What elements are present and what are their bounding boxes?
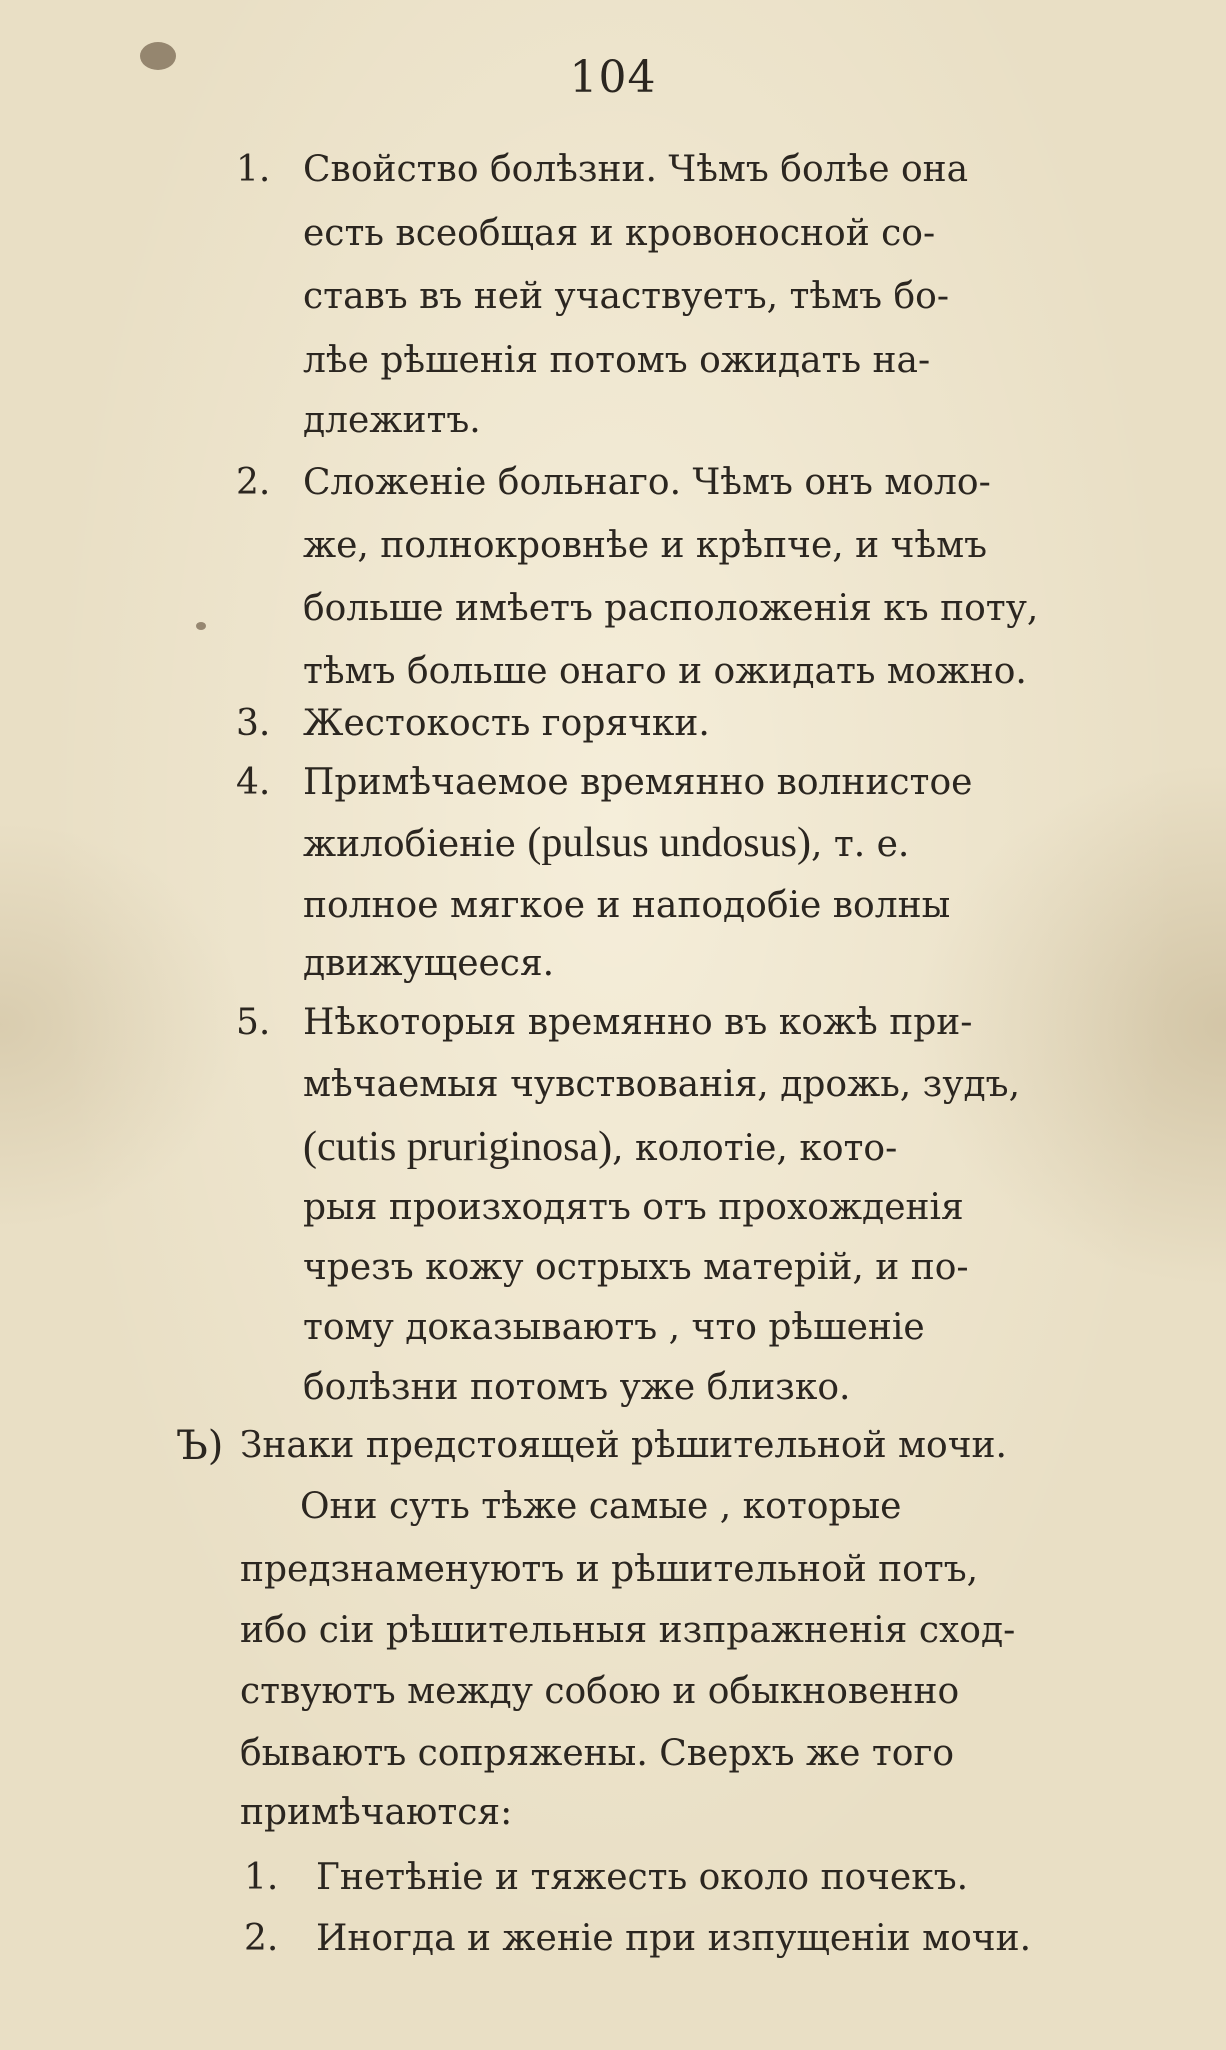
page-number: 104 (569, 52, 657, 103)
item-line: же, полнокровнѣе и крѣпче, и чѣмъ (303, 525, 987, 566)
item-line: есть всеобщая и кровоносной со- (303, 213, 936, 254)
section-marker: Ъ) (176, 1423, 224, 1469)
item-marker: 1. (236, 149, 271, 190)
section-heading: Знаки предстоящей рѣшительной мочи. (240, 1425, 1007, 1466)
section-line: примѣчаются: (240, 1792, 513, 1833)
item-line: лѣе рѣшенія потомъ ожидать на- (303, 340, 931, 381)
item-line: движущееся. (303, 943, 555, 984)
section-line: предзнаменуютъ и рѣшительной потъ, (240, 1549, 979, 1590)
item-line: Примѣчаемое времянно волнистое (303, 762, 973, 803)
item-line: больше имѣетъ расположенія къ поту, (303, 588, 1039, 629)
item-line: рыя произходятъ отъ прохожденія (303, 1187, 964, 1228)
latin-term: (cutis pruriginosa) (303, 1124, 613, 1170)
section-line: ибо сіи рѣшительныя изпражненія сход- (240, 1610, 1016, 1651)
subitem-marker: 1. (244, 1857, 279, 1898)
item-line: Сложеніе больнаго. Чѣмъ онъ моло- (303, 462, 991, 503)
item-line: болѣзни потомъ уже близко. (303, 1367, 851, 1408)
item-line: Свойство болѣзни. Чѣмъ болѣе она (303, 149, 969, 190)
section-line: бываютъ сопряжены. Сверхъ же того (240, 1733, 955, 1774)
latin-term: (pulsus undosus) (527, 820, 811, 866)
item-marker: 2. (236, 462, 271, 503)
ink-smudge (196, 622, 206, 630)
item-marker: 4. (236, 762, 271, 803)
item-line: ставъ въ ней участвуетъ, тѣмъ бо- (303, 276, 949, 317)
item-line: полное мягкое и наподобіе волны (303, 885, 951, 926)
section-line: Они суть тѣже самые , которые (300, 1486, 902, 1527)
section-line: ствуютъ между собою и обыкновенно (240, 1671, 960, 1712)
item-line-text: жилобіеніе (pulsus undosus), т. е. (303, 820, 910, 866)
item-marker: 5. (236, 1002, 271, 1043)
item-marker: 3. (236, 703, 271, 744)
item-line (303, 821, 909, 867)
item-line: длежитъ. (303, 400, 481, 441)
subitem-marker: 2. (244, 1918, 279, 1959)
item-line: (cutis pruriginosa), колотіе, кото- (303, 1124, 898, 1170)
item-line: тѣмъ больше онаго и ожидать можно. (303, 651, 1027, 692)
item-line: тому доказываютъ , что рѣшеніе (303, 1307, 925, 1348)
item-line: Нѣкоторыя времянно въ кожѣ при- (303, 1002, 973, 1043)
item-line: Жестокость горячки. (303, 703, 710, 744)
item-line: чрезъ кожу острыхъ матерій, и по- (303, 1247, 969, 1288)
subitem-text: Гнетѣніе и тяжесть около почекъ. (316, 1857, 969, 1898)
subitem-text: Иногда и женіе при изпущеніи мочи. (316, 1918, 1032, 1959)
item-line: мѣчаемыя чувствованія, дрожь, зудъ, (303, 1064, 1021, 1105)
